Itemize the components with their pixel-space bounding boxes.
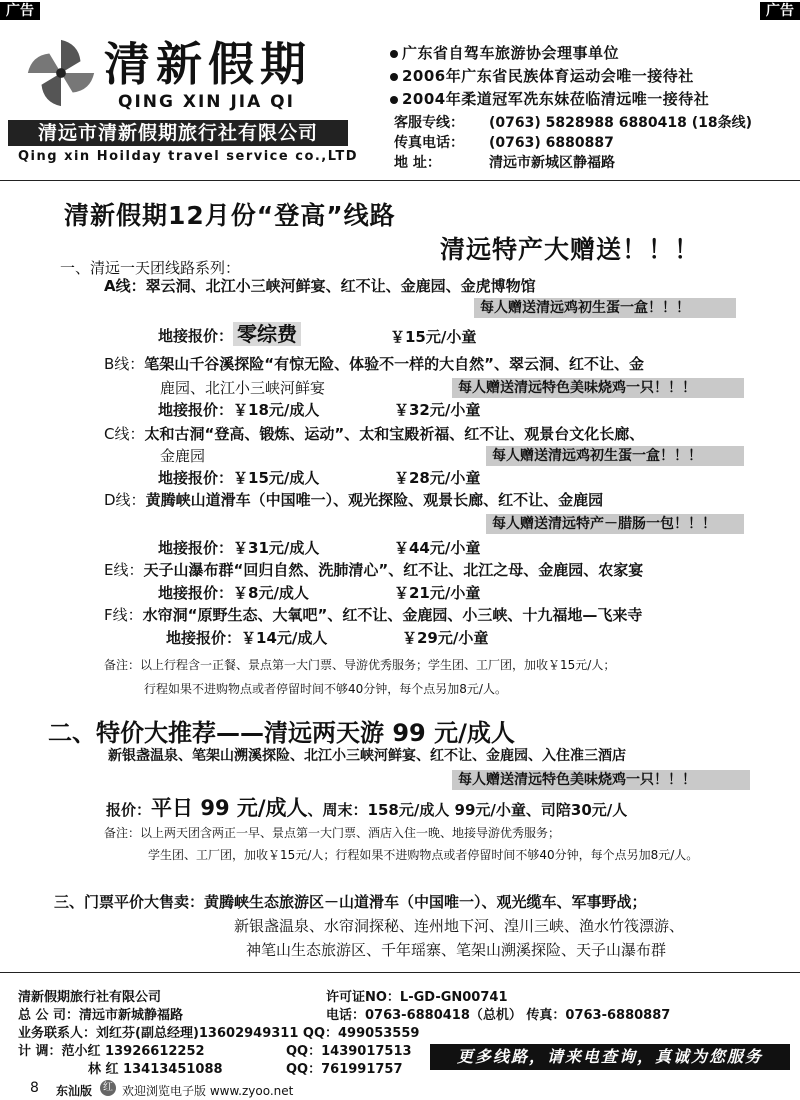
- footer-hq: 总 公 司：清远市新城静福路: [18, 1008, 184, 1023]
- route-b: B线：笔架山千谷溪探险“有惊无险、体验不一样的大自然”、翠云洞、红不让、金: [104, 355, 645, 373]
- route-a: A线：翠云洞、北江小三峡河鲜宴、红不让、金鹿园、金虎博物馆: [104, 277, 536, 295]
- footer-contact: 业务联系人：刘红芬(副总经理)13602949311 QQ：499053559: [18, 1026, 420, 1041]
- page-number: 8: [30, 1080, 39, 1096]
- footer-coordinator-1: 计 调：范小红 13926612252: [18, 1044, 205, 1059]
- route-c-child-price: ￥28元/小童: [394, 469, 481, 487]
- route-e: E线：天子山瀑布群“回归自然、洗肺清心”、红不让、北江之母、金鹿园、农家宴: [104, 561, 644, 579]
- section1-note-2: 行程如果不进购物点或者停留时间不够40分钟，每个点另加8元/人。: [144, 682, 507, 696]
- page-title: 清新假期12月份“登高”线路: [64, 201, 396, 230]
- ad-tag-left: 广告: [0, 2, 40, 20]
- company-name-en: Qing xin Hoilday travel service co.,LTD: [18, 149, 359, 164]
- company-name-cn: 清远市清新假期旅行社有限公司: [8, 120, 348, 146]
- route-d: D线：黄腾峡山道滑车（中国唯一）、观光探险、观景长廊、红不让、金鹿园: [104, 491, 604, 509]
- route-b-gift: 每人赠送清远特色美味烧鸡一只！！！: [452, 378, 744, 398]
- section3-line-2: 新银盏温泉、水帘洞探秘、连州地下河、湟川三峡、渔水竹筏漂游、: [234, 917, 685, 935]
- header-divider: [0, 180, 800, 181]
- route-b-price: 地接报价：￥18元/成人: [158, 401, 320, 419]
- section3-heading: 三、门票平价大售卖：黄腾峡生态旅游区－山道滑车（中国唯一）、观光缆车、军事野战；: [54, 893, 647, 911]
- route-e-price: 地接报价：￥8元/成人: [158, 584, 309, 602]
- bullet-icon: [390, 96, 398, 104]
- route-a-gift: 每人赠送清远鸡初生蛋一盒！！！: [474, 298, 736, 318]
- route-c: C线：太和古洞“登高、锻炼、运动”、太和宝殿祈福、红不让、观景台文化长廊、: [104, 425, 645, 443]
- section3-line-3: 神笔山生态旅游区、千年瑶寨、笔架山溯溪探险、天子山瀑布群: [246, 941, 667, 959]
- brand-pinyin: QING XIN JIA QI: [118, 92, 295, 112]
- route-e-child-price: ￥21元/小童: [394, 584, 481, 602]
- footer-divider: [0, 972, 800, 973]
- footer-license: 许可证NO：L-GD-GN00741: [326, 990, 508, 1005]
- pinwheel-logo-icon: [22, 34, 100, 112]
- route-a-child-price: ￥15元/小童: [390, 328, 477, 346]
- ad-tag-right: 广告: [760, 2, 800, 20]
- route-c-gift: 每人赠送清远鸡初生蛋一盒！！！: [486, 446, 744, 466]
- footer-coordinator-1-qq: QQ：1439017513: [286, 1044, 412, 1059]
- address: 地 址： 清远市新城区静福路: [394, 155, 615, 171]
- honor-item: 2006年广东省民族体育运动会唯一接待社: [390, 65, 694, 86]
- section2-gift: 每人赠送清远特色美味烧鸡一只！！！: [452, 770, 750, 790]
- honor-item: 2004年柔道冠军冼东妹莅临清远唯一接待社: [390, 88, 709, 109]
- edition-label: 东汕版: [56, 1084, 93, 1098]
- route-d-child-price: ￥44元/小童: [394, 539, 481, 557]
- footer-slogan: 更多线路，请来电查询，真诚为您服务: [430, 1044, 790, 1070]
- section2-note-1: 备注：以上两天团含两正一早、景点第一大门票、酒店入住一晚、地接导游优秀服务；: [104, 826, 561, 840]
- route-f-child-price: ￥29元/小童: [402, 629, 489, 647]
- brand-name-cn: 清新假期: [104, 37, 312, 91]
- section1-heading: 一、清远一天团线路系列：: [60, 259, 241, 277]
- bullet-icon: [390, 50, 398, 58]
- page-subtitle: 清远特产大赠送！！！: [440, 235, 701, 264]
- website-label: 欢迎浏览电子版 www.zyoo.net: [122, 1084, 294, 1098]
- section2-note-2: 学生团、工厂团，加收￥15元/人；行程如果不进购物点或者停留时间不够40分钟，每个点另加8元/人。: [148, 848, 699, 862]
- footer-coordinator-2: 林 红 13413451088: [88, 1062, 223, 1077]
- route-d-price: 地接报价：￥31元/成人: [158, 539, 320, 557]
- route-f-price: 地接报价：￥14元/成人: [166, 629, 328, 647]
- honor-item: 广东省自驾车旅游协会理事单位: [390, 42, 619, 63]
- fax: 传真电话： (0763) 6880887: [394, 135, 614, 151]
- footer-phone: 电话：0763-6880418（总机） 传真：0763-6880887: [326, 1008, 671, 1023]
- route-a-price: 地接报价： 零综费: [158, 324, 301, 346]
- section2-price: 报价：平日 99 元/成人、周末：158元/成人 99元/小童、司陪30元/人: [106, 796, 628, 820]
- route-d-gift: 每人赠送清远特产－腊肠一包！！！: [486, 514, 744, 534]
- route-b-cont: 鹿园、北江小三峡河鲜宴: [160, 379, 326, 397]
- hotline: 客服专线： (0763) 5828988 6880418 (18条线): [394, 115, 753, 131]
- section1-note-1: 备注：以上行程含一正餐、景点第一大门票、导游优秀服务；学生团、工厂团，加收￥15元/人；: [104, 658, 616, 672]
- footer-company: 清新假期旅行社有限公司: [18, 990, 162, 1005]
- footer-coordinator-2-qq: QQ：761991757: [286, 1062, 403, 1077]
- route-c-price: 地接报价：￥15元/成人: [158, 469, 320, 487]
- route-c-cont: 金鹿园: [160, 447, 206, 465]
- section2-desc: 新银盏温泉、笔架山溯溪探险、北江小三峡河鲜宴、红不让、金鹿园、入住准三酒店: [108, 748, 626, 764]
- route-b-child-price: ￥32元/小童: [394, 401, 481, 419]
- section2-heading: 二、特价大推荐——清远两天游 99 元/成人: [48, 719, 515, 747]
- route-f: F线：水帘洞“原野生态、大氧吧”、红不让、金鹿园、小三峡、十九福地—飞来寺: [104, 606, 643, 624]
- bullet-icon: [390, 73, 398, 81]
- edition-badge-icon: 红: [100, 1080, 116, 1096]
